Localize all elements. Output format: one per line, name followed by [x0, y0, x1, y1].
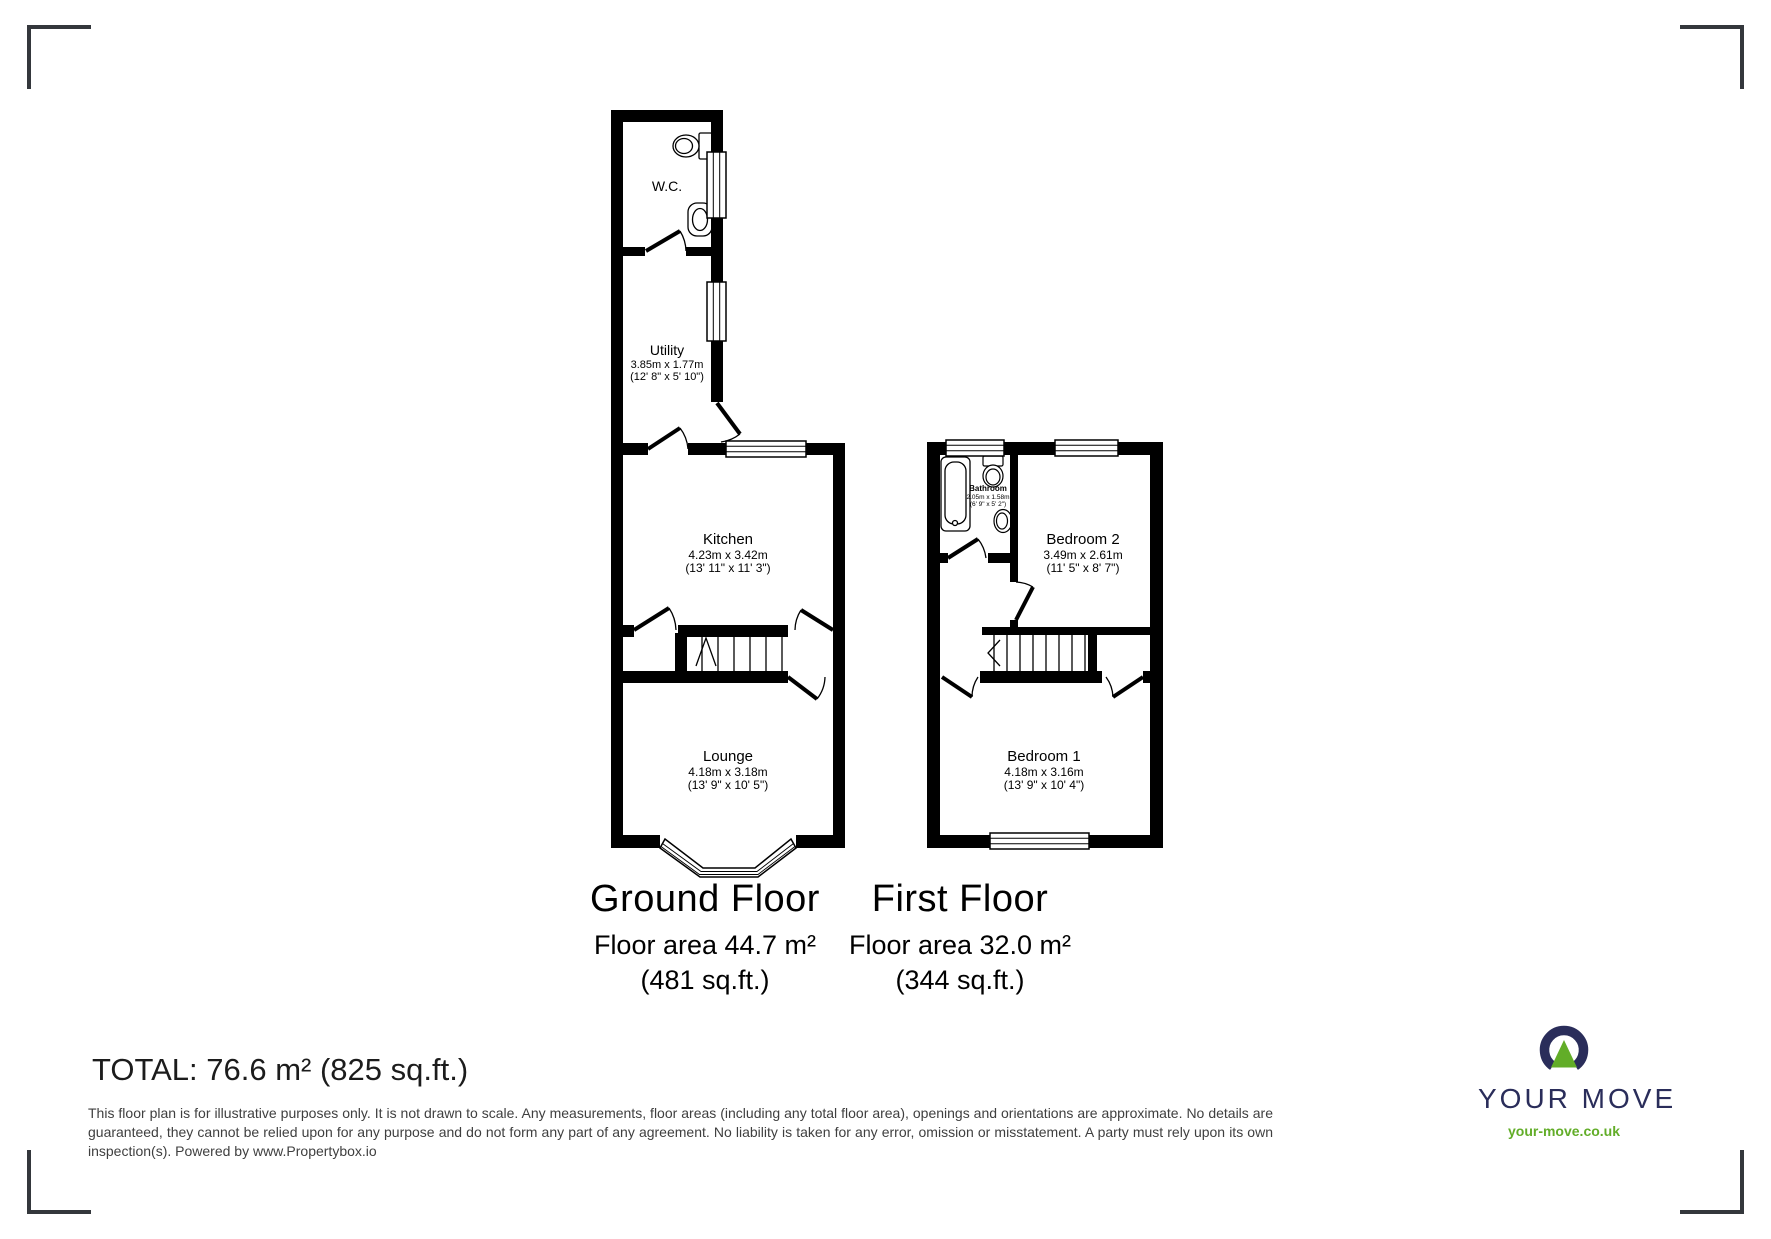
bedroom2-name: Bedroom 2 — [1046, 531, 1120, 548]
lounge-dims-metric: 4.18m x 3.18m — [688, 764, 768, 779]
kitchen-label — [685, 532, 770, 576]
bathroom-door — [948, 539, 986, 558]
lounge-label — [688, 749, 768, 793]
bedroom1-dims-imperial: (13' 9" x 10' 4") — [1003, 778, 1085, 793]
bathroom-window — [946, 440, 1004, 456]
bedroom1-window — [990, 833, 1089, 849]
bedroom2-label — [1043, 532, 1122, 576]
total-area-text: TOTAL: 76.6 m² (825 sq.ft.) — [92, 1052, 469, 1087]
ground-floor-area-imperial: (481 sq.ft.) — [640, 965, 770, 995]
first-floor-caption — [849, 878, 1071, 996]
bedroom1-label — [1004, 749, 1084, 793]
kitchen-door — [634, 608, 676, 630]
bathroom-dims-metric: 2.05m x 1.58m — [966, 493, 1010, 501]
wc-toilet-icon — [673, 133, 712, 159]
first-floor-area-imperial: (344 sq.ft.) — [895, 965, 1025, 995]
bathroom-name: Bathroom — [969, 484, 1007, 493]
hall-kitchen-door — [795, 610, 833, 630]
utility-window — [707, 282, 726, 341]
wc-window — [707, 152, 726, 218]
kitchen-name: Kitchen — [702, 531, 754, 548]
lounge-dims-imperial: (13' 9" x 10' 5") — [687, 778, 769, 793]
ground-floor-walls — [611, 110, 845, 848]
bedroom1-door-right — [1106, 677, 1143, 697]
bedroom1-name: Bedroom 1 — [1007, 748, 1081, 765]
your-move-url: your-move.co.uk — [1507, 1123, 1621, 1139]
your-move-logo-icon — [1538, 1024, 1590, 1076]
wc-name: W.C. — [651, 178, 683, 194]
utility-name: Utility — [649, 342, 685, 358]
kitchen-dims-imperial: (13' 11" x 11' 3") — [685, 561, 771, 576]
bedroom2-dims-imperial: (11' 5" x 8' 7") — [1046, 561, 1120, 576]
kitchen-dims-metric: 4.23m x 3.42m — [688, 547, 768, 562]
first-floor-title: First Floor — [871, 878, 1049, 920]
bedroom2-window — [1055, 440, 1118, 456]
first-floor-area: Floor area 32.0 m² — [848, 930, 1072, 960]
ground-floor-title: Ground Floor — [590, 878, 820, 920]
ground-floor-area: Floor area 44.7 m² — [593, 930, 817, 960]
bathroom-sink-icon — [994, 510, 1012, 533]
your-move-logo — [1478, 1024, 1677, 1139]
ground-floor-staircase — [696, 637, 782, 671]
bedroom2-door — [1016, 582, 1033, 620]
lounge-door — [788, 677, 825, 699]
wc-label — [652, 179, 682, 195]
disclaimer-text: This floor plan is for illustrative purposes only. It is not drawn to scale. Any measurements, floor areas (including any total floor area), openings and orientations are approximate. No details are guaranteed, they cannot be relied upon for any purpose and do not form any part of any agreement. No liability is taken for any error, omission or misstatement. A party must rely upon its own inspection(s). Powered by www.Propertybox.io — [88, 1105, 1273, 1159]
your-move-logo-text: YOUR MOVE — [1478, 1083, 1677, 1114]
utility-back-door — [717, 403, 740, 442]
bedroom1-door-left — [942, 677, 978, 697]
bathroom-toilet-icon — [983, 456, 1003, 487]
bedroom1-dims-metric: 4.18m x 3.16m — [1004, 764, 1084, 779]
lounge-name: Lounge — [702, 748, 754, 765]
wc-door — [646, 231, 686, 251]
bathroom-dims-imperial: (6' 9" x 5' 2") — [969, 501, 1007, 509]
utility-dims-metric: 3.85m x 1.77m — [630, 358, 704, 371]
utility-label — [630, 343, 704, 383]
ground-floor-caption — [590, 878, 820, 996]
utility-dims-imperial: (12' 8" x 5' 10") — [630, 370, 704, 383]
bedroom2-dims-metric: 3.49m x 2.61m — [1043, 547, 1123, 562]
bathroom-label — [967, 485, 1010, 508]
kitchen-window — [726, 441, 806, 457]
bay-window — [660, 839, 796, 877]
first-floor-staircase — [988, 635, 1085, 671]
utility-door — [648, 428, 688, 449]
